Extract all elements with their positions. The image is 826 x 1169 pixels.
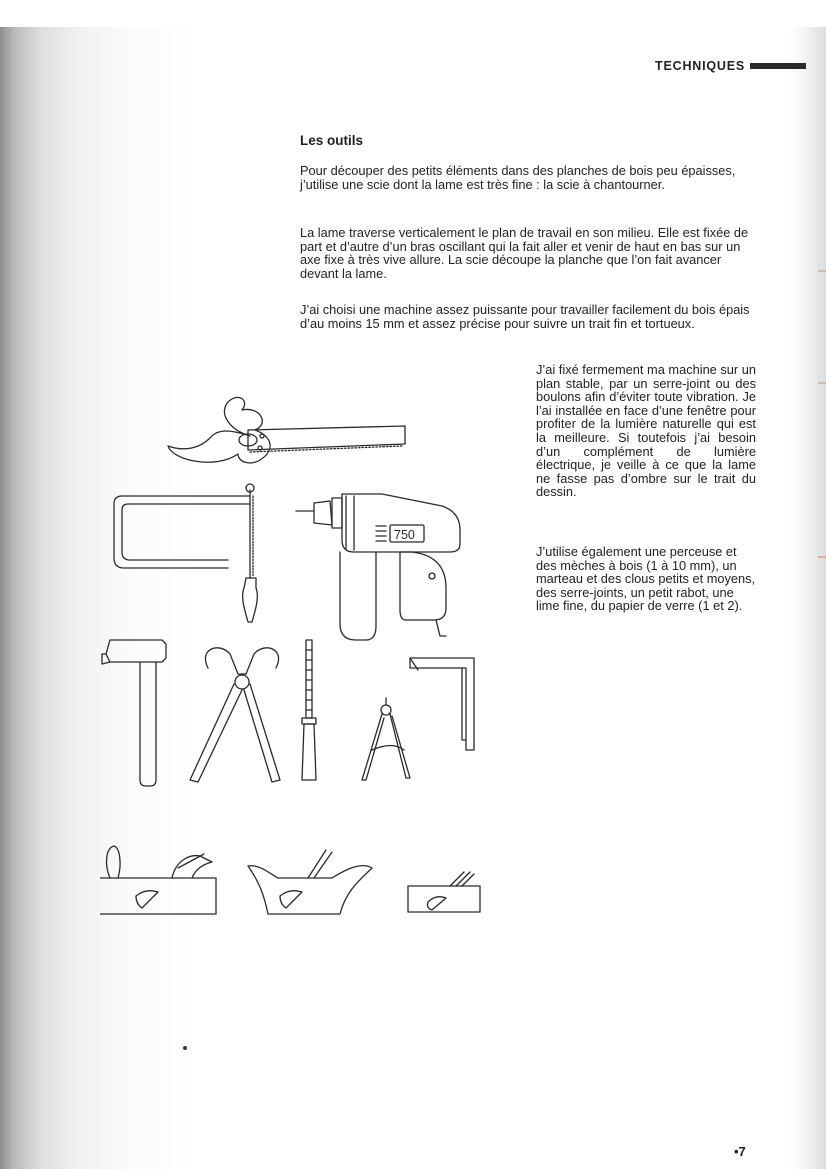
compass-icon xyxy=(362,698,410,780)
try-square-icon xyxy=(410,658,474,750)
scan-top-margin xyxy=(0,0,826,27)
block-plane-icon xyxy=(408,872,480,912)
file-icon xyxy=(302,640,316,780)
drill-power-label: 750 xyxy=(394,528,415,542)
section-bar xyxy=(750,63,806,69)
paragraph-5: J’utilise également une perceuse et des mèches à bois (1 à 10 mm), un marteau et des clous petits et moyens, des serre-joints, un petit rabot, une lime fine, du papier de verre (1 et 2). xyxy=(536,544,756,614)
paragraph-1: Pour découper des petits éléments dans des planches de bois peu épaisses, j’utilise une scie dont la lame est très fine : la scie à chantourner. xyxy=(300,163,736,192)
pincers-icon xyxy=(190,648,280,782)
paragraph-2: La lame traverse verticalement le plan de travail en son milieu. Elle est fixée de part et d’autre d’un bras oscillant qui la fait aller et venir de haut en bas sur un axe fixe à très vive allure. La scie découpe la planche que l’on fait avancer devant la lame. xyxy=(300,225,749,281)
tools-illustration xyxy=(100,378,490,923)
margin-mark xyxy=(818,270,826,272)
section-label: TECHNIQUES xyxy=(655,59,745,73)
jack-plane-icon xyxy=(100,846,216,914)
smoothing-plane-icon xyxy=(248,850,372,914)
scan-speck xyxy=(183,1046,187,1050)
margin-mark xyxy=(818,382,826,384)
paragraph-4: J’ai fixé fermement ma machine sur un plan stable, par un serre-joint ou des boulons afin d’éviter toute vibration. Je l’ai installée en face d’une fenêtre pour profiter de la lumière naturelle qui est la meilleure. Si toutefois j’ai besoin d’un complément de lumière électrique, je veille à ce que la lame ne fasse pas d’ombre sur le trait du dessin. xyxy=(536,362,756,500)
fret-saw-icon xyxy=(114,484,257,622)
section-header xyxy=(655,59,806,73)
page-number: •7 xyxy=(734,1144,746,1159)
margin-mark xyxy=(818,556,826,558)
hammer-icon xyxy=(102,640,166,786)
paragraph-3: J’ai choisi une machine assez puissante pour travailler facilement du bois épais d’au moins 15 mm et assez précise pour suivre un trait fin et tortueux. xyxy=(300,302,750,331)
electric-drill-icon xyxy=(296,494,460,640)
tenon-saw-icon xyxy=(168,397,405,462)
article-title: Les outils xyxy=(300,133,364,148)
